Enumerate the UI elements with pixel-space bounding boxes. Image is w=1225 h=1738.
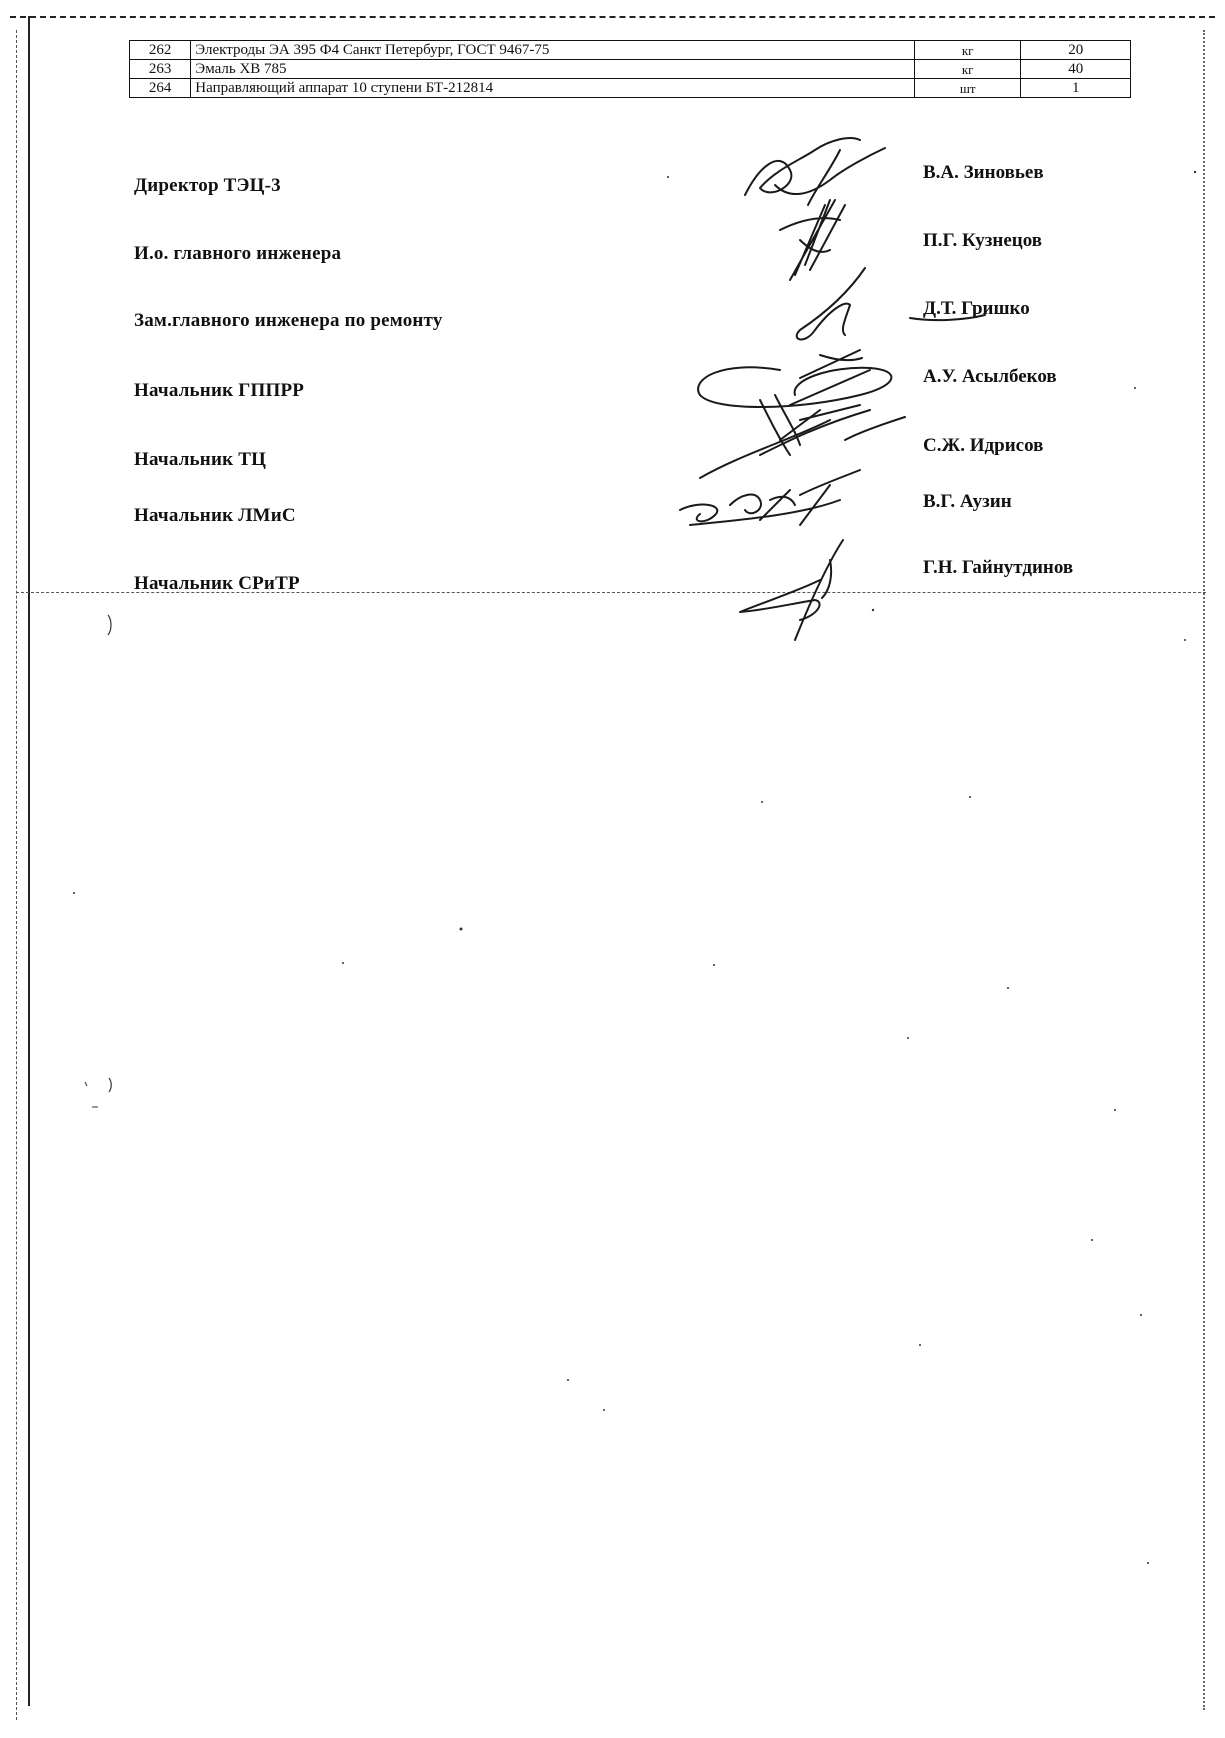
signatory-position-acting-chief-engineer: И.о. главного инженера: [134, 243, 342, 264]
signature-gainutdinov: [740, 540, 843, 640]
scan-edge-left: [28, 16, 30, 1706]
items-table: [129, 40, 1131, 98]
row-item-name: Эмаль ХВ 785: [191, 60, 915, 79]
row-item-name: Направляющий аппарат 10 ступени БТ-212814: [191, 79, 915, 98]
signature-asylbekov: [698, 350, 891, 407]
signature-idrisov: [700, 395, 905, 478]
table-row: [130, 60, 1131, 79]
signature-kuznetsov: [780, 200, 845, 280]
table-row: [130, 41, 1131, 60]
row-unit: кг: [914, 41, 1021, 60]
signatory-position-lmis-head: Начальник ЛМиС: [134, 505, 296, 526]
table-row: [130, 79, 1131, 98]
signatory-name-idrisov: С.Ж. Идрисов: [923, 435, 1044, 456]
row-number: 264: [130, 79, 191, 98]
signatory-name-zinovyev: В.А. Зиновьев: [923, 162, 1044, 183]
signatures-drawing: [0, 0, 1225, 700]
row-quantity: 1: [1021, 79, 1131, 98]
signatory-name-gainutdinov: Г.Н. Гайнутдинов: [923, 557, 1074, 578]
scan-edge-left-outer: [16, 30, 17, 1720]
row-number: 262: [130, 41, 191, 60]
signatory-position-sritr-head: Начальник СРиТР: [134, 573, 300, 594]
signatory-name-asylbekov: А.У. Асылбеков: [923, 366, 1057, 387]
signature-auzin: [680, 470, 860, 525]
signatory-position-tc-head: Начальник ТЦ: [134, 449, 267, 470]
row-item-name: Электроды ЭА 395 Ф4 Санкт Петербург, ГОСТ 9467-75: [191, 41, 915, 60]
row-quantity: 40: [1021, 60, 1131, 79]
row-number: 263: [130, 60, 191, 79]
scan-edge-right: [1203, 30, 1205, 1710]
row-quantity: 20: [1021, 41, 1131, 60]
signatory-name-grishko: Д.Т. Гришко: [923, 298, 1030, 319]
signature-zinovyev: [745, 138, 885, 205]
scan-edge-top: [10, 16, 1215, 18]
row-unit: кг: [914, 60, 1021, 79]
signatory-position-gpprr-head: Начальник ГППРР: [134, 380, 305, 401]
signatory-position-director: Директор ТЭЦ-3: [134, 175, 281, 196]
signatory-position-deputy-chief-engineer: Зам.главного инженера по ремонту: [134, 310, 443, 331]
row-unit: шт: [914, 79, 1021, 98]
signatory-name-kuznetsov: П.Г. Кузнецов: [923, 230, 1043, 251]
signatory-name-auzin: В.Г. Аузин: [923, 491, 1012, 512]
